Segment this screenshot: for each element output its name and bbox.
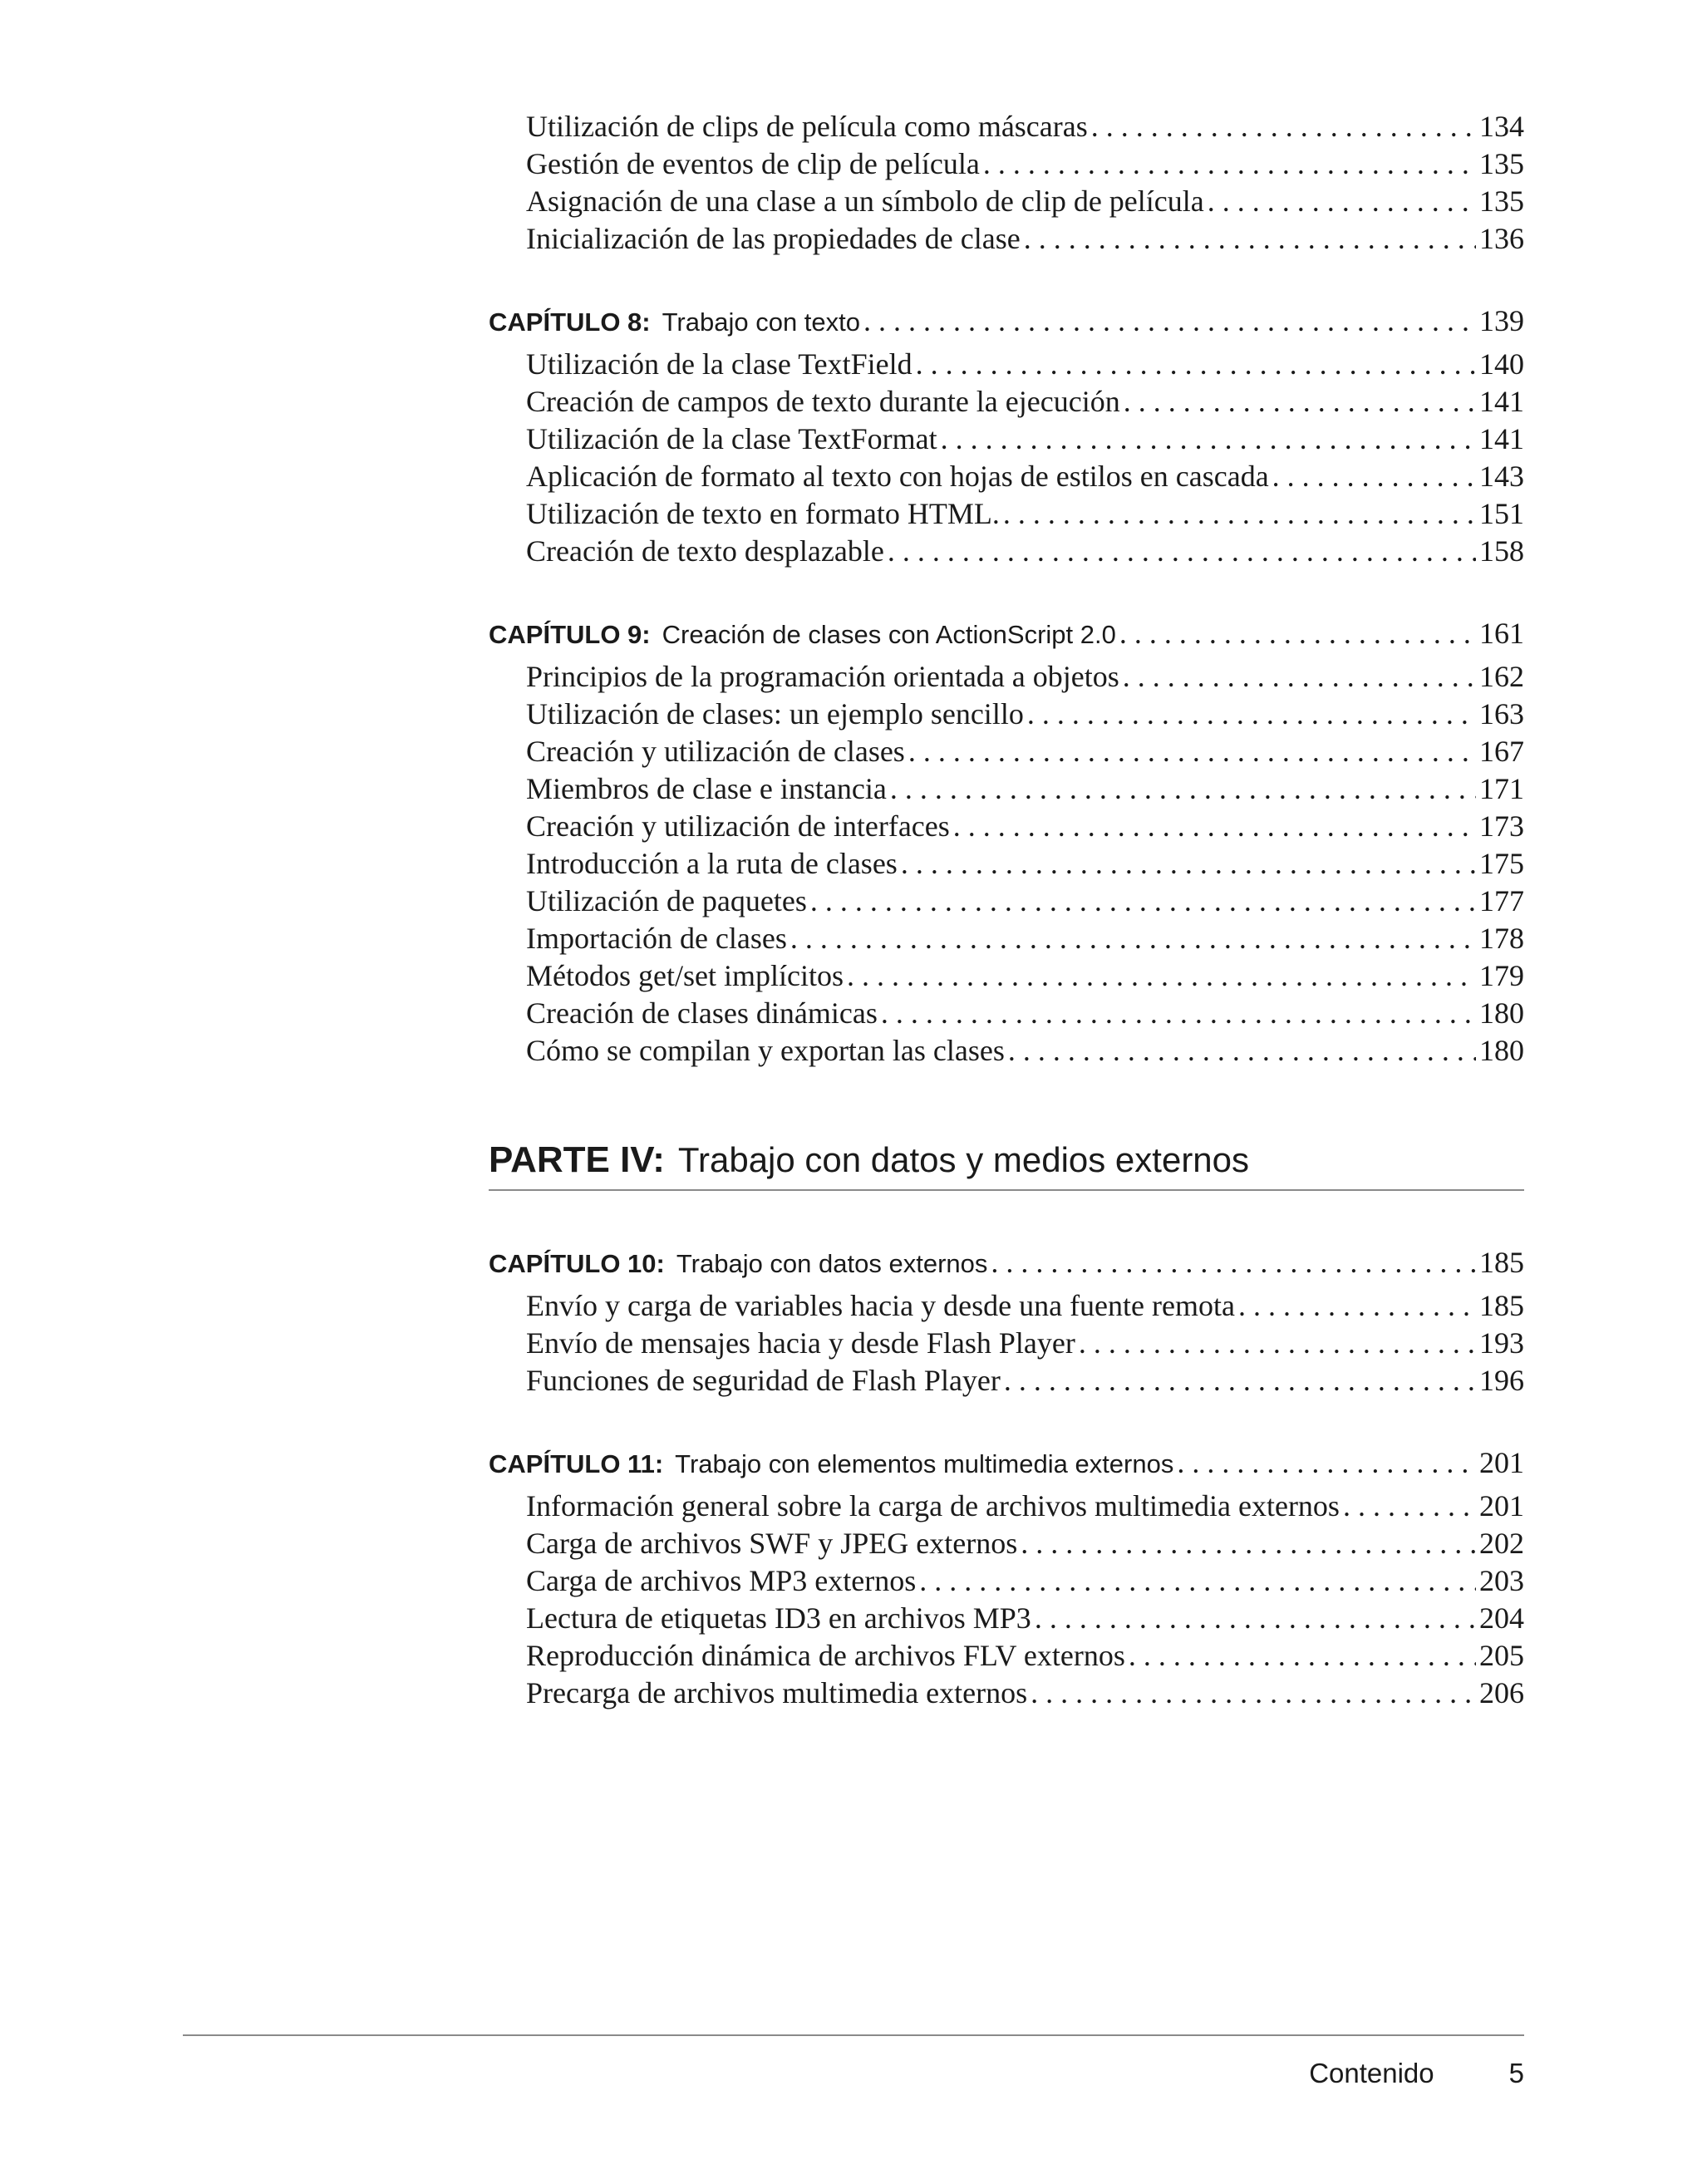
entry-title: Aplicación de formato al texto con hojas de estilos en cascada [526,460,1269,493]
entry-title: Funciones de seguridad de Flash Player [526,1364,1001,1397]
chapter-heading-10[interactable] [489,1241,1524,1284]
toc-entry[interactable] [526,920,1524,957]
entry-page: 171 [1479,772,1524,805]
dot-leader [1208,183,1476,220]
entry-page: 136 [1479,222,1524,255]
table-of-contents [489,108,1524,1712]
dot-leader [953,808,1476,845]
dot-leader [901,845,1476,883]
toc-entry[interactable] [526,1675,1524,1712]
chapter-label: CAPÍTULO 9: [489,620,651,649]
dot-leader [810,883,1476,920]
part-title: Trabajo con datos y medios externos [677,1140,1250,1179]
footer-section-name: Contenido [1309,2058,1434,2088]
toc-entry[interactable] [526,883,1524,920]
entry-title: Carga de archivos MP3 externos [526,1564,917,1597]
toc-entry[interactable] [526,1600,1524,1637]
entry-title: Utilización de clases: un ejemplo sencillo [526,697,1024,730]
toc-entry[interactable] [526,696,1524,733]
dot-leader [983,145,1476,183]
entry-page: 196 [1479,1364,1524,1397]
dot-leader [863,299,1476,342]
entry-page: 141 [1479,422,1524,455]
dot-leader [881,995,1476,1032]
entry-title: Creación de clases dinámicas [526,996,878,1030]
dot-leader [1024,220,1476,258]
toc-entry[interactable] [526,183,1524,220]
dot-leader [1021,1525,1476,1562]
entry-title: Reproducción dinámica de archivos FLV externos [526,1639,1125,1672]
entry-title: Información general sobre la carga de archivos multimedia externos [526,1489,1340,1522]
entry-page: 206 [1479,1676,1524,1709]
entry-page: 202 [1479,1527,1524,1560]
entry-page: 180 [1479,996,1524,1030]
toc-entry[interactable] [526,108,1524,145]
dot-leader [1035,1600,1476,1637]
chapter-title: Trabajo con texto [662,307,860,337]
chapter-page: 201 [1479,1446,1524,1479]
entry-title: Creación y utilización de interfaces [526,809,950,843]
chapter-page: 139 [1479,304,1524,337]
chapter-title: Trabajo con elementos multimedia externos [675,1449,1174,1478]
page-footer [1309,2058,1524,2089]
entry-title: Creación de campos de texto durante la ejecución [526,385,1120,418]
chapter-heading-8[interactable] [489,299,1524,342]
dot-leader [1129,1637,1476,1675]
chapter-title: Creación de clases con ActionScript 2.0 [662,620,1116,649]
dot-leader [1031,1675,1476,1712]
toc-entry[interactable] [526,220,1524,258]
dot-leader [908,733,1476,770]
entry-title: Utilización de la clase TextFormat [526,422,937,455]
entry-title: Introducción a la ruta de clases [526,847,898,880]
entry-list-chapter-8 [489,346,1524,570]
dot-leader [1091,108,1476,145]
entry-list-top [489,108,1524,258]
entry-page: 185 [1479,1289,1524,1322]
entry-page: 143 [1479,460,1524,493]
dot-leader [1124,383,1476,421]
chapter-label: CAPÍTULO 10: [489,1249,665,1278]
toc-entry[interactable] [526,1525,1524,1562]
dot-leader [941,421,1476,458]
toc-entry[interactable] [526,1325,1524,1362]
entry-title: Gestión de eventos de clip de película [526,147,980,180]
toc-entry[interactable] [526,458,1524,495]
entry-page: 177 [1479,884,1524,917]
entry-title: Cómo se compilan y exportan las clases [526,1034,1005,1067]
entry-list-chapter-9 [489,658,1524,1070]
entry-page: 135 [1479,147,1524,180]
entry-title: Utilización de clips de película como máscaras [526,110,1088,143]
dot-leader [1119,612,1476,655]
chapter-title: Trabajo con datos externos [676,1249,988,1278]
dot-leader [1004,1362,1476,1399]
entry-list-chapter-11 [489,1488,1524,1712]
toc-entry[interactable] [526,845,1524,883]
entry-title: Creación de texto desplazable [526,534,884,568]
dot-leader [1177,1441,1476,1484]
chapter-label: CAPÍTULO 8: [489,307,651,337]
dot-leader [888,533,1476,570]
entry-page: 135 [1479,184,1524,218]
dot-leader [1003,495,1476,533]
entry-page: 163 [1479,697,1524,730]
entry-page: 167 [1479,735,1524,768]
entry-title: Asignación de una clase a un símbolo de clip de película [526,184,1204,218]
dot-leader [890,770,1476,808]
toc-entry[interactable] [526,421,1524,458]
toc-entry[interactable] [526,383,1524,421]
entry-list-chapter-10 [489,1287,1524,1399]
entry-page: 205 [1479,1639,1524,1672]
entry-page: 140 [1479,347,1524,381]
entry-title: Carga de archivos SWF y JPEG externos [526,1527,1018,1560]
toc-entry[interactable] [526,1362,1524,1399]
chapter-heading-11[interactable] [489,1441,1524,1484]
entry-title: Importación de clases [526,922,787,955]
entry-page: 173 [1479,809,1524,843]
dot-leader [1343,1488,1476,1525]
footer-divider [183,2034,1524,2036]
chapter-label: CAPÍTULO 11: [489,1449,664,1478]
dot-leader [1123,658,1476,696]
entry-page: 179 [1479,959,1524,992]
entry-page: 201 [1479,1489,1524,1522]
dot-leader [1008,1032,1476,1070]
entry-title: Precarga de archivos multimedia externos [526,1676,1028,1709]
toc-entry[interactable] [526,733,1524,770]
toc-entry[interactable] [526,145,1524,183]
dot-leader [790,920,1476,957]
toc-entry[interactable] [526,1488,1524,1525]
toc-entry[interactable] [526,808,1524,845]
dot-leader [1079,1325,1476,1362]
dot-leader [916,346,1476,383]
part-heading [489,1134,1524,1191]
entry-page: 204 [1479,1601,1524,1635]
toc-entry[interactable] [526,1032,1524,1070]
chapter-heading-9[interactable] [489,612,1524,655]
toc-entry[interactable] [526,533,1524,570]
dot-leader [919,1562,1476,1600]
entry-page: 180 [1479,1034,1524,1067]
toc-entry[interactable] [526,770,1524,808]
entry-title: Inicialización de las propiedades de clase [526,222,1021,255]
toc-entry[interactable] [526,1562,1524,1600]
dot-leader [1027,696,1476,733]
dot-leader [1272,458,1476,495]
entry-title: Utilización de texto en formato HTML. [526,497,1000,530]
dot-leader [1238,1287,1476,1325]
entry-page: 175 [1479,847,1524,880]
entry-title: Creación y utilización de clases [526,735,905,768]
dot-leader [847,957,1476,995]
toc-entry[interactable] [526,995,1524,1032]
dot-leader [991,1241,1476,1284]
entry-page: 178 [1479,922,1524,955]
entry-title: Lectura de etiquetas ID3 en archivos MP3 [526,1601,1031,1635]
entry-title: Métodos get/set implícitos [526,959,844,992]
entry-page: 151 [1479,497,1524,530]
part-label: PARTE IV: [489,1139,665,1180]
entry-page: 193 [1479,1326,1524,1360]
entry-page: 162 [1479,660,1524,693]
toc-entry[interactable] [526,346,1524,383]
entry-page: 134 [1479,110,1524,143]
entry-title: Envío y carga de variables hacia y desde una fuente remota [526,1289,1235,1322]
toc-entry[interactable] [526,957,1524,995]
entry-title: Miembros de clase e instancia [526,772,887,805]
entry-title: Utilización de la clase TextField [526,347,912,381]
toc-entry[interactable] [526,495,1524,533]
entry-title: Envío de mensajes hacia y desde Flash Player [526,1326,1075,1360]
entry-page: 203 [1479,1564,1524,1597]
chapter-page: 185 [1479,1246,1524,1279]
toc-entry[interactable] [526,1637,1524,1675]
entry-page: 158 [1479,534,1524,568]
toc-entry[interactable] [526,658,1524,696]
entry-page: 141 [1479,385,1524,418]
page-number: 5 [1508,2058,1524,2088]
entry-title: Principios de la programación orientada a objetos [526,660,1119,693]
toc-entry[interactable] [526,1287,1524,1325]
chapter-page: 161 [1479,617,1524,650]
entry-title: Utilización de paquetes [526,884,807,917]
